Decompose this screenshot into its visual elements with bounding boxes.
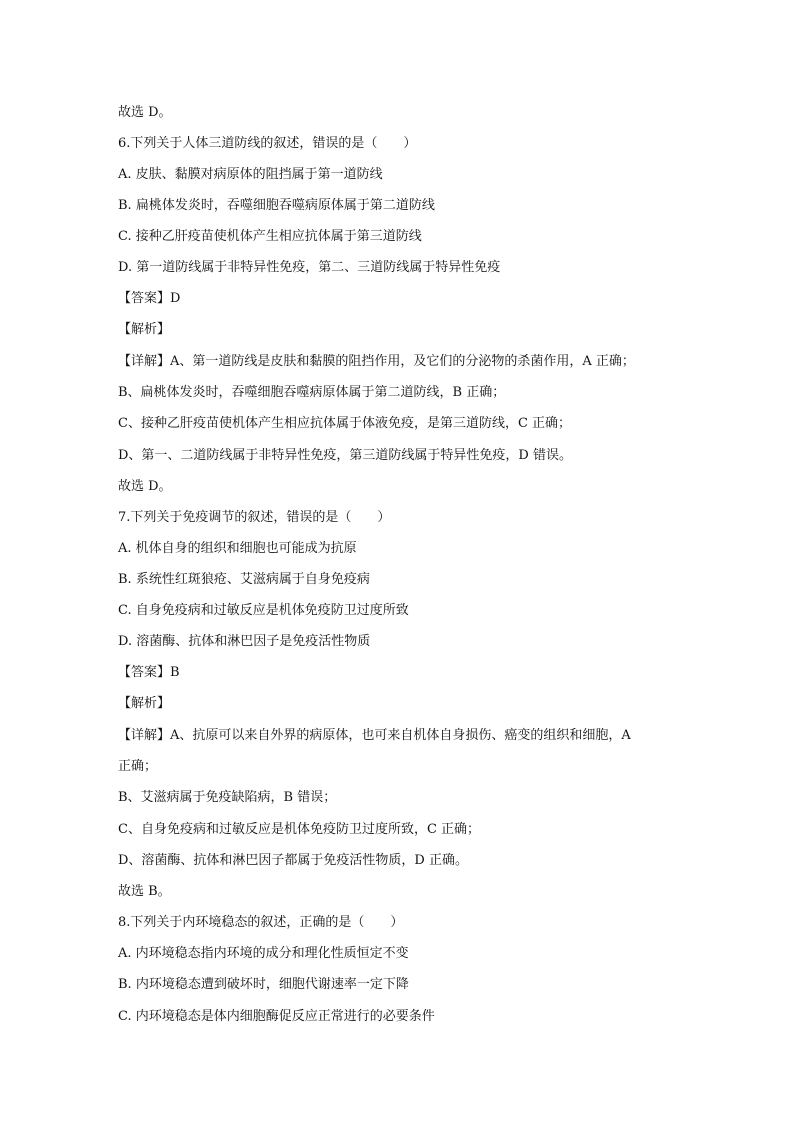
analysis-label: 【解析】 [118, 696, 171, 711]
conclusion-line: 故选 D。 [118, 479, 172, 494]
question-7-option-c: C. 自身免疫病和过敏反应是机体免疫防卫过度所致 [118, 603, 409, 618]
answer-label: 【答案】D [118, 291, 181, 306]
question-6-option-d: D. 第一道防线属于非特异性免疫，第二、三道防线属于特异性免疫 [118, 260, 501, 275]
question-7-option-b: B. 系统性红斑狼疮、艾滋病属于自身免疫病 [118, 572, 370, 587]
explanation-line: 【详解】A、第一道防线是皮肤和黏膜的阻挡作用，及它们的分泌物的杀菌作用，A 正确； [118, 354, 635, 369]
question-7-stem: 7.下列关于免疫调节的叙述，错误的是（ ） [118, 510, 391, 525]
conclusion-line: 故选 B。 [118, 884, 171, 899]
question-8-stem: 8.下列关于内环境稳态的叙述，正确的是（ ） [118, 915, 404, 930]
question-6-option-c: C. 接种乙肝疫苗使机体产生相应抗体属于第三道防线 [118, 229, 422, 244]
text-line: 故选 D。 [118, 105, 172, 120]
question-8-option-b: B. 内环境稳态遭到破坏时，细胞代谢速率一定下降 [118, 977, 409, 992]
explanation-line: D、第一、二道防线属于非特异性免疫，第三道防线属于特异性免疫，D 错误。 [118, 448, 572, 463]
explanation-line: C、自身免疫病和过敏反应是机体免疫防卫过度所致，C 正确； [118, 822, 481, 837]
question-7-option-d: D. 溶菌酶、抗体和淋巴因子是免疫活性物质 [118, 634, 371, 649]
question-6-option-a: A. 皮肤、黏膜对病原体的阻挡属于第一道防线 [118, 167, 383, 182]
question-6-option-b: B. 扁桃体发炎时，吞噬细胞吞噬病原体属于第二道防线 [118, 198, 435, 213]
question-8-option-c: C. 内环境稳态是体内细胞酶促反应正常进行的必要条件 [118, 1009, 435, 1024]
answer-label: 【答案】B [118, 665, 180, 680]
explanation-line: 【详解】A、抗原可以来自外界的病原体，也可来自机体自身损伤、癌变的组织和细胞，A [118, 728, 631, 743]
explanation-line: B、艾滋病属于免疫缺陷病，B 错误； [118, 790, 337, 805]
question-7-option-a: A. 机体自身的组织和细胞也可能成为抗原 [118, 541, 357, 556]
explanation-line: D、溶菌酶、抗体和淋巴因子都属于免疫活性物质，D 正确。 [118, 853, 468, 868]
explanation-line: 正确； [118, 759, 158, 774]
explanation-line: C、接种乙肝疫苗使机体产生相应抗体属于体液免疫，是第三道防线，C 正确； [118, 416, 572, 431]
question-6-stem: 6.下列关于人体三道防线的叙述，错误的是（ ） [118, 136, 417, 151]
explanation-line: B、扁桃体发炎时，吞噬细胞吞噬病原体属于第二道防线，B 正确； [118, 385, 506, 400]
analysis-label: 【解析】 [118, 322, 171, 337]
question-8-option-a: A. 内环境稳态指内环境的成分和理化性质恒定不变 [118, 946, 409, 961]
